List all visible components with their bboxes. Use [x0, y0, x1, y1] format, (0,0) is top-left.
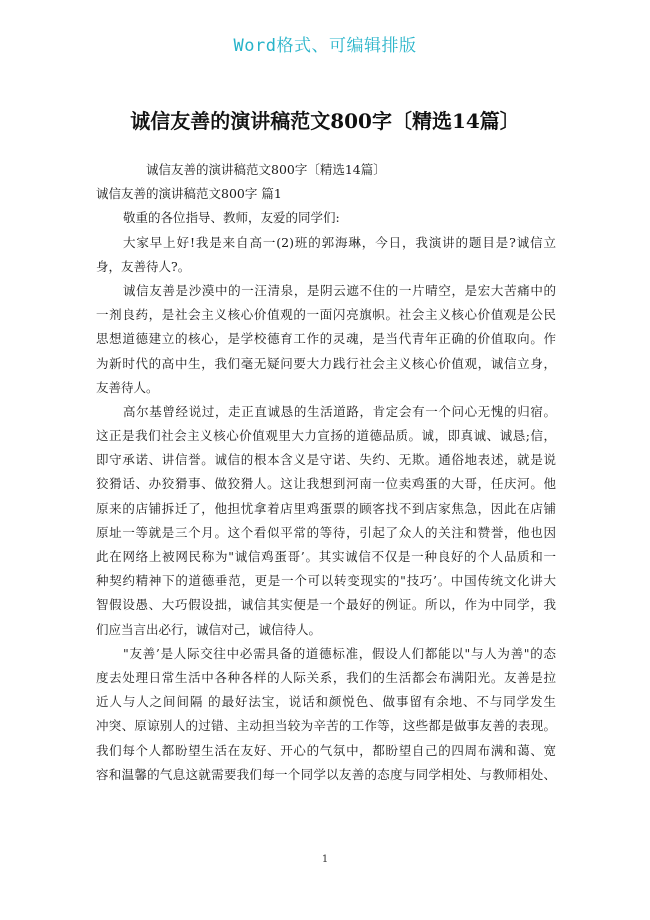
paragraph-line: 身，友善待人?。 — [96, 258, 191, 274]
page-number: 1 — [321, 854, 329, 865]
paragraph-line: 原址一等就是三个月。这个看似平常的等待，引起了众人的关注和赞誉，他也因 — [96, 524, 556, 540]
paragraph-line: 一剂良药，是社会主义核心价值观的一面闪亮旗帜。社会主义核心价值观是公民 — [96, 307, 556, 323]
paragraph-line: 容和温馨的气息这就需要我们每一个同学以友善的态度与同学相处、与教师相处、 — [96, 766, 556, 782]
paragraph-line: 即守承诺、讲信誉。诚信的根本含义是守诺、失约、无欺。通俗地表述，就是说 — [96, 452, 556, 468]
document-body — [96, 158, 556, 787]
paragraph-line: 智假设愚、大巧假设拙，诚信其实便是一个最好的例证。所以，作为中同学，我 — [96, 597, 556, 613]
paragraph-line: 思想道德建立的核心，是学校德育工作的灵魂，是当代青年正确的价值取向。作 — [96, 331, 556, 347]
paragraph-line: 友善待人。 — [96, 379, 159, 395]
paragraph-line: 大家早上好!我是来自高一(2)班的郭海琳，今日，我演讲的题目是?诚信立 — [123, 234, 556, 250]
paragraph-line: 冲突、原谅别人的过错、主动担当较为辛苦的工作等，这些都是做事友善的表现。 — [96, 718, 556, 734]
paragraph-line: 种契约精神下的道德垂范，更是一个可以转变现实的"技巧’。中国传统文化讲大 — [96, 573, 556, 589]
paragraph-line: 近人与人之间间隔 的最好法宝，说话和颜悦色、做事留有余地、不与同学发生 — [96, 694, 556, 710]
paragraph-line: 为新时代的高中生，我们毫无疑问要大力践行社会主义核心价值观，诚信立身， — [96, 355, 556, 371]
paragraph-line: 高尔基曾经说过，走正直诚恳的生活道路，肯定会有一个问心无愧的归宿。 — [123, 403, 556, 419]
paragraph-line: 狡猾话、办狡猾事、做狡猾人。这让我想到河南一位卖鸡蛋的大哥，任庆河。他 — [96, 476, 556, 492]
paragraph-line: 原来的店铺拆迁了，他担忧拿着店里鸡蛋票的顾客找不到店家焦急，因此在店铺 — [96, 500, 556, 516]
paragraph-line: 度去处理日常生活中各种各样的人际关系，我们的生活都会布满阳光。友善是拉 — [96, 669, 556, 685]
paragraph-line: 此在网络上被网民称为"诚信鸡蛋哥’。其实诚信不仅是一种良好的个人品质和一 — [96, 549, 556, 564]
paragraph-line: 们应当言出必行，诚信对己，诚信待人。 — [96, 621, 322, 637]
section-heading: 诚信友善的演讲稿范文800字 篇1 — [96, 186, 282, 202]
document-title: 诚信友善的演讲稿范文800字〔精选14篇〕 — [130, 109, 520, 133]
paragraph-line: "友善’是人际交往中必需具备的道德标准，假设人们都能以"与人为善"的态 — [123, 645, 556, 661]
paragraph-line: 诚信友善是沙漠中的一汪清泉，是阴云遮不住的一片晴空，是宏大苦痛中的 — [123, 282, 556, 298]
subtitle-line: 诚信友善的演讲稿范文800字〔精选14篇〕 — [146, 162, 386, 177]
paragraph-line: 我们每个人都盼望生活在友好、开心的气氛中，都盼望自己的四周布满和蔼、宽 — [96, 742, 556, 758]
greeting-line: 敬重的各位指导、教师，友爱的同学们: — [123, 210, 340, 226]
format-banner: Word格式、可编辑排版 — [233, 36, 417, 56]
paragraph-line: 这正是我们社会主义核心价值观里大力宣扬的道德品质。诚，即真诚、诚恳;信， — [96, 428, 556, 444]
